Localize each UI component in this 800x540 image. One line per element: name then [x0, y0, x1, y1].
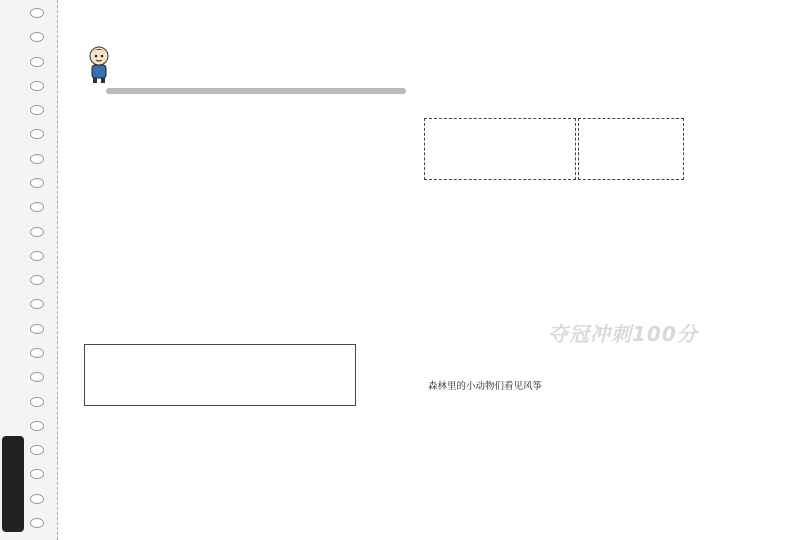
match-box-right [578, 118, 684, 180]
match-box-left [424, 118, 576, 180]
margin-logo [2, 436, 24, 532]
binding-holes [30, 8, 48, 528]
matching-lines [85, 345, 357, 407]
logo-band [106, 88, 406, 94]
subject-label [300, 92, 306, 103]
section-10-body [424, 432, 774, 507]
matching-box [84, 344, 356, 406]
watermark-logo: 夺冠冲刺100分 [548, 322, 698, 346]
mascot-icon [84, 44, 114, 84]
section-9-body: 森林里的小动物们看见风筝 [428, 381, 552, 392]
